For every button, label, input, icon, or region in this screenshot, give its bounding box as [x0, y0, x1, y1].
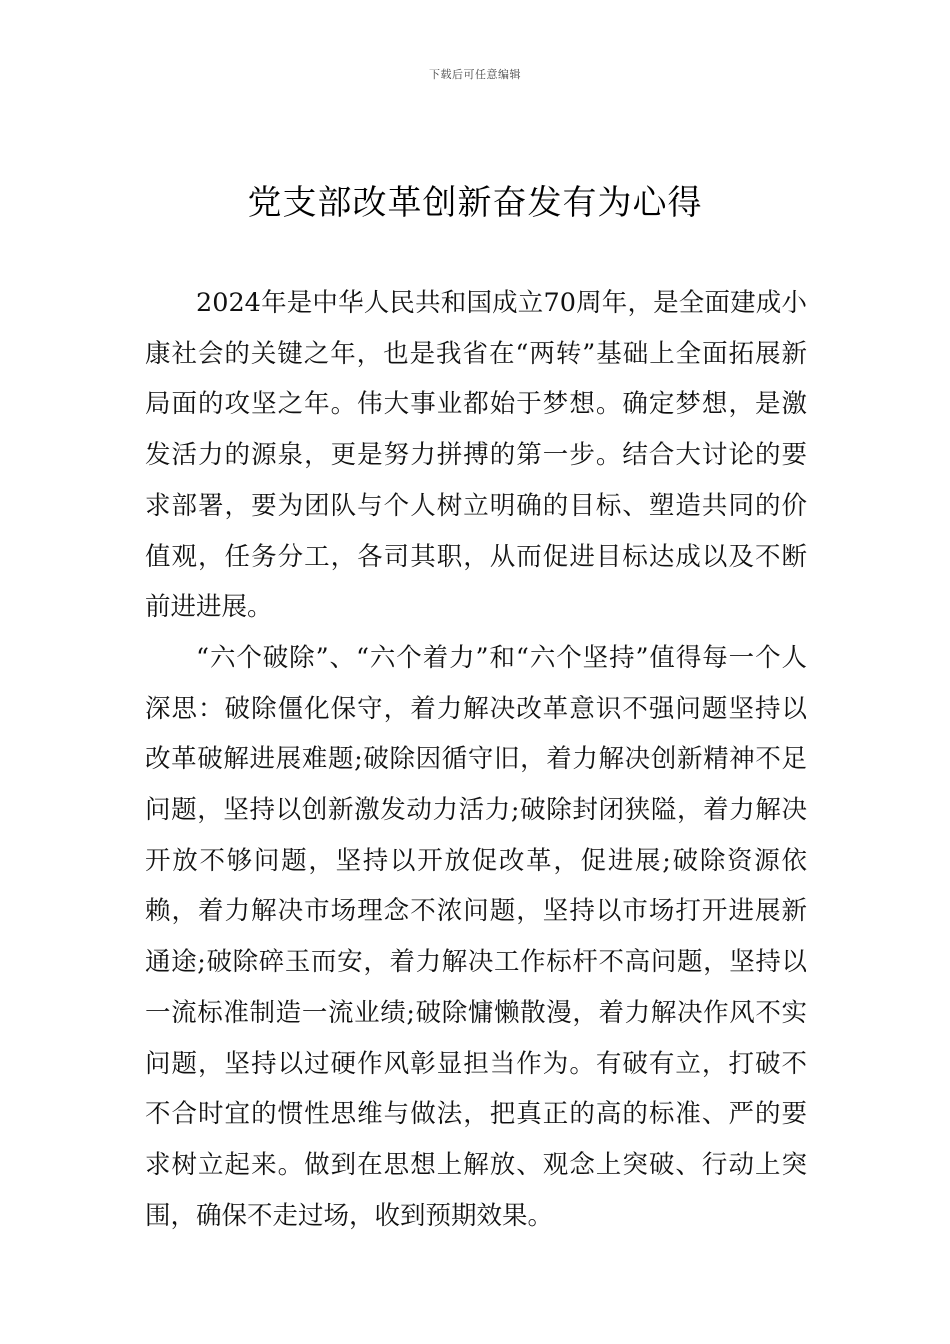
- document-body: [145, 278, 807, 1241]
- paragraph-1: 2024年是中华人民共和国成立70周年，是全面建成小康社会的关键之年，也是我省在“两转”基础上全面拓展新局面的攻坚之年。伟大事业都始于梦想。确定梦想，是激发活力的源泉，更是努力拼搏的第一步。结合大讨论的要求部署，要为团队与个人树立明确的目标、塑造共同的价值观，任务分工，各司其职，从而促进目标达成以及不断前进进展。: [145, 288, 807, 623]
- header-note: 下载后可任意编辑: [429, 68, 521, 81]
- document-title: 党支部改革创新奋发有为心得: [247, 183, 703, 223]
- paragraph-2: “六个破除”、“六个着力”和“六个坚持”值得每一个人深思：破除僵化保守，着力解决改革意识不强问题坚持以改革破解进展难题;破除因循守旧，着力解决创新精神不足问题，坚持以创新激发动力活力;破除封闭狭隘，着力解决开放不够问题，坚持以开放促改革，促进展;破除资源依赖，着力解决市场理念不浓问题，坚持以市场打开进展新通途;破除碎玉而安，着力解决工作标杆不高问题，坚持以一流标准制造一流业绩;破除慵懒散漫，着力解决作风不实问题，坚持以过硬作风彰显担当作为。有破有立，打破不不合时宜的惯性思维与做法，把真正的高的标准、严的要求树立起来。做到在思想上解放、观念上突破、行动上突围，确保不走过场，收到预期效果。: [145, 642, 807, 1231]
